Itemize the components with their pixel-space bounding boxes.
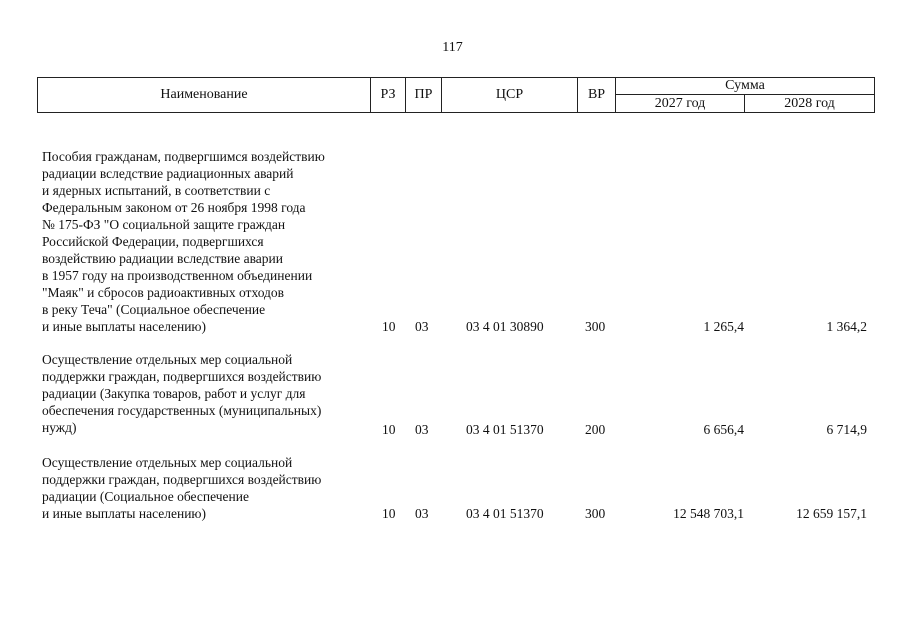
row-vr: 200 [585,422,606,437]
row-name-line: Российской Федерации, подвергшихся [42,234,264,249]
row-name-line: и ядерных испытаний, в соответствии с [42,183,271,198]
row-pr: 03 [415,422,429,437]
row-name [42,351,372,436]
row-name-line: поддержки граждан, подвергшихся воздействию [42,472,322,487]
row-name-line: радиации (Социальное обеспечение [42,489,249,504]
row-sum-2027: 6 656,4 [703,422,744,437]
row-name-line: Осуществление отдельных мер социальной [42,352,293,367]
row-name-line: и иные выплаты населению) [42,506,207,521]
row-sum-2028: 1 364,2 [826,319,867,334]
row-pr: 03 [415,506,429,521]
header-csr: ЦСР [442,78,578,112]
header-sum-group [616,78,874,112]
row-vr: 300 [585,319,606,334]
header-rz: РЗ [371,78,406,112]
row-name [42,148,372,335]
row-name-line: Осуществление отдельных мер социальной [42,455,293,470]
row-csr: 03 4 01 30890 [466,319,544,334]
header-sum: Сумма [616,78,874,95]
row-rz: 10 [382,319,396,334]
header-vr: ВР [578,78,616,112]
row-vr: 300 [585,506,606,521]
row-name-line: радиации (Закупка товаров, работ и услуг для [42,386,306,401]
row-name-line: Пособия гражданам, подвергшимся воздействию [42,149,325,164]
row-rz: 10 [382,506,396,521]
row-name [42,454,372,522]
row-name-line: № 175-ФЗ "О социальной защите граждан [42,217,286,232]
row-name-line: "Маяк" и сбросов радиоактивных отходов [42,285,285,300]
row-name-line: обеспечения государственных (муниципальных) [42,403,322,418]
row-sum-2027: 1 265,4 [703,319,744,334]
row-name-line: в 1957 году на производственном объединении [42,268,313,283]
header-name: Наименование [38,78,371,112]
row-pr: 03 [415,319,429,334]
header-pr: ПР [406,78,442,112]
row-name-line: и иные выплаты населению) [42,319,207,334]
row-name-line: Федеральным законом от 26 ноября 1998 года [42,200,306,215]
row-csr: 03 4 01 51370 [466,506,544,521]
row-name-line: радиации вследствие радиационных аварий [42,166,294,181]
row-name-line: поддержки граждан, подвергшихся воздействию [42,369,322,384]
header-year-2027: 2027 год [616,95,745,112]
row-rz: 10 [382,422,396,437]
row-name-line: в реку Теча" (Социальное обеспечение [42,302,266,317]
row-sum-2027: 12 548 703,1 [673,506,744,521]
row-csr: 03 4 01 51370 [466,422,544,437]
page-number: 117 [442,40,463,55]
row-name-line: воздействию радиации вследствие аварии [42,251,283,266]
header-year-2028: 2028 год [784,96,835,111]
row-sum-2028: 6 714,9 [826,422,867,437]
row-sum-2028: 12 659 157,1 [796,506,867,521]
table-header [37,77,875,113]
row-name-line: нужд) [42,420,77,435]
